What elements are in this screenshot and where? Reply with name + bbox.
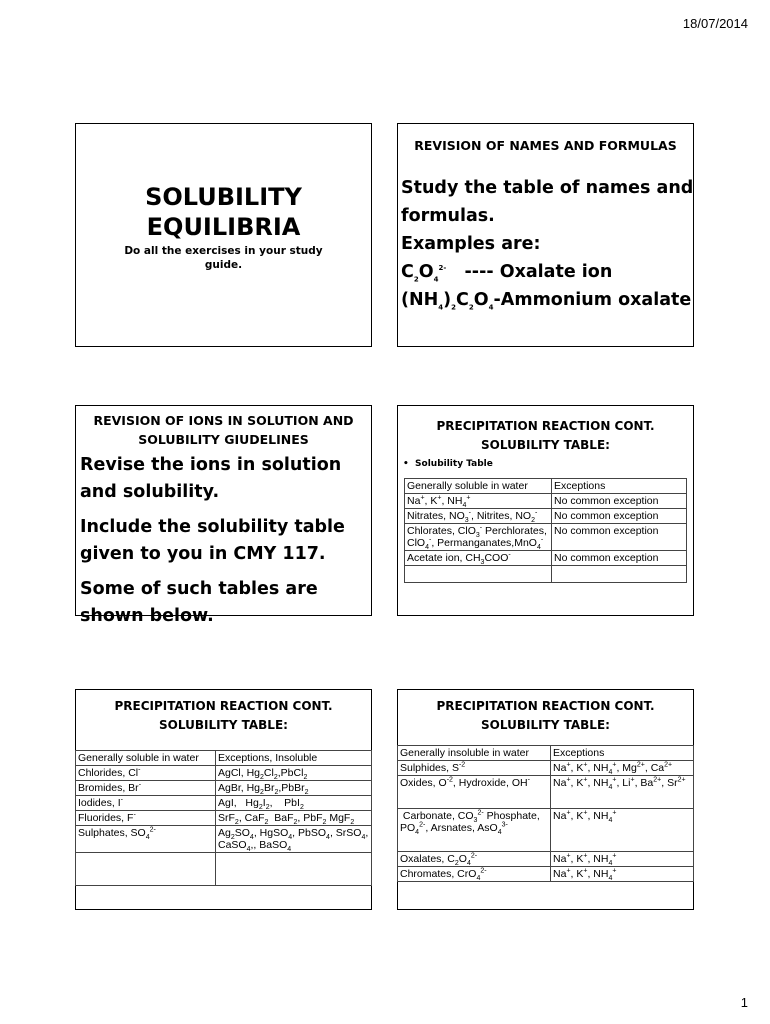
title-line-1: SOLUBILITY [145, 183, 302, 211]
table-row [76, 781, 372, 796]
table-header: Generally insoluble in water [398, 746, 551, 761]
slide-heading [76, 697, 371, 735]
slide-solubility-table-2 [75, 689, 372, 910]
table-cell: AgI, $Hg_2I_2$, PbI$_2$ [216, 796, 372, 811]
table-row [398, 761, 694, 776]
example-name: -Ammonium oxalate [493, 290, 692, 310]
table-cell: Na+, K+, $NH_4^+$ [551, 809, 694, 852]
table-row [405, 479, 687, 494]
table-cell: $Ag_2SO_4$, HgSO$_4$, PbSO$_4$, SrSO$_4$, CaSO$_4$,, BaSO$_4$ [216, 826, 372, 853]
table-row-empty [76, 853, 372, 886]
table-row [398, 852, 694, 867]
heading-line: PRECIPITATION REACTION CONT. [436, 419, 655, 433]
table-cell: Sulphides, $S^{-2}$ [398, 761, 551, 776]
table-cell: Chlorides, Cl- [76, 766, 216, 781]
table-row-empty [405, 566, 687, 583]
heading-line: PRECIPITATION REACTION CONT. [436, 699, 655, 713]
table-cell: AgCl, $Hg_2Cl_2,PbCl_2$ [216, 766, 372, 781]
body-paragraph: Revise the ions in solution and solubility. [80, 455, 342, 502]
heading-line: SOLUBILITY TABLE: [159, 718, 288, 732]
table-cell: Oxides, $O^{-2}$, Hydroxide, OH- [398, 776, 551, 809]
table-cell: Bromides, Br- [76, 781, 216, 796]
table-cell: Na+, K+, $NH_4^+$ [551, 867, 694, 882]
heading-line: SOLUBILITY TABLE: [481, 438, 610, 452]
table-cell: Na+, K+, $NH_4^+$ [551, 852, 694, 867]
slide-heading [398, 697, 693, 735]
body-line: Examples are: [401, 234, 541, 254]
table-cell: Fluorides, F- [76, 811, 216, 826]
slide-heading: REVISION OF IONS IN SOLUTION AND SOLUBILITY GIUDELINES [93, 413, 354, 447]
slide-body [80, 452, 367, 638]
table-header: Exceptions [552, 479, 687, 494]
table-cell: Chromates, CrO$_4^{2-}$ [398, 867, 551, 882]
table-header: Generally soluble in water [405, 479, 552, 494]
slide-title-heading [76, 182, 371, 242]
table-cell: No common exception [552, 509, 687, 524]
table-row [398, 809, 694, 852]
slide-solubility-table-3 [397, 689, 694, 910]
table-header: Exceptions, Insoluble [216, 751, 372, 766]
table-row [76, 796, 372, 811]
table-cell: Carbonate, $CO_3^{2-}$ Phosphate, $PO_4^{2-}$, Arsnates, AsO$_4^{3-}$ [398, 809, 551, 852]
solubility-table [75, 750, 372, 886]
page-date: 18/07/2014 [682, 16, 748, 31]
table-row [405, 509, 687, 524]
table-cell: AgBr, $Hg_2Br_2,PbBr_2$ [216, 781, 372, 796]
table-cell: Na+, K+, $NH_4^+$, $Mg^{2+}$, $Ca^{2+}$ [551, 761, 694, 776]
table-row [405, 551, 687, 566]
table-row [76, 766, 372, 781]
example-ammonium-oxalate: $(NH_4)_2C_2O_4$-Ammonium oxalate [401, 290, 692, 312]
slide-title [75, 123, 372, 347]
bullet-item: • Solubility Table [403, 459, 493, 469]
table-header: Exceptions [551, 746, 694, 761]
table-row [398, 746, 694, 761]
table-row [398, 867, 694, 882]
body-line: Study the table of names and [401, 178, 694, 198]
table-cell: No common exception [552, 551, 687, 566]
table-row [76, 826, 372, 853]
table-cell: SrF$_2$, CaF$_2$ BaF$_2$, PbF$_2$ MgF$_2$ [216, 811, 372, 826]
body-paragraph: Some of such tables are shown below. [80, 579, 318, 626]
table-cell: No common exception [552, 494, 687, 509]
page-number: 1 [740, 995, 748, 1010]
table-row [398, 776, 694, 809]
table-cell: Nitrates, $NO_3^-$, Nitrites, $NO_2^-$ [405, 509, 552, 524]
slide-heading: REVISION OF NAMES AND FORMULAS [414, 138, 677, 153]
table-header: Generally soluble in water [76, 751, 216, 766]
body-paragraph: Include the solubility table given to you in CMY 117. [80, 517, 345, 564]
solubility-table [397, 745, 694, 882]
table-cell: Oxalates, $C_2O_4^{2-}$ [398, 852, 551, 867]
table-cell: Na+, K+, $NH_4^+$, Li+, $Ba^{2+}$, $Sr^{2+}$ [551, 776, 694, 809]
heading-line: SOLUBILITY TABLE: [481, 718, 610, 732]
table-row [405, 524, 687, 551]
table-cell: Chlorates, ClO$_3$- Perchlorates, ClO$_4$-, Permanganates,MnO$_4$- [405, 524, 552, 551]
slide-revision-ions [75, 405, 372, 626]
bullet-text: Solubility Table [415, 459, 493, 469]
table-cell: Na+, K+, $NH_4^+$ [405, 494, 552, 509]
heading-line: PRECIPITATION REACTION CONT. [114, 699, 333, 713]
table-cell: Iodides, I- [76, 796, 216, 811]
table-row [76, 751, 372, 766]
table-row [405, 494, 687, 509]
slide-solubility-table-1 [397, 405, 694, 616]
title-line-2: EQUILIBRIA [146, 213, 301, 241]
table-row [76, 811, 372, 826]
table-cell: Sulphates, $SO_4^{2-}$ [76, 826, 216, 853]
solubility-table [404, 478, 687, 583]
slide-names-formulas [397, 123, 694, 347]
slide-subtitle: Do all the exercises in your study guide. [124, 245, 323, 271]
example-oxalate-ion: $C_2O_4^{2-}$ ---- Oxalate ion [401, 262, 613, 284]
example-name: ---- Oxalate ion [464, 262, 613, 282]
slide-body [401, 174, 694, 314]
slide-heading [398, 417, 693, 455]
body-line: formulas. [401, 206, 495, 226]
table-cell: No common exception [552, 524, 687, 551]
table-cell: Acetate ion, $CH_3COO^-$ [405, 551, 552, 566]
